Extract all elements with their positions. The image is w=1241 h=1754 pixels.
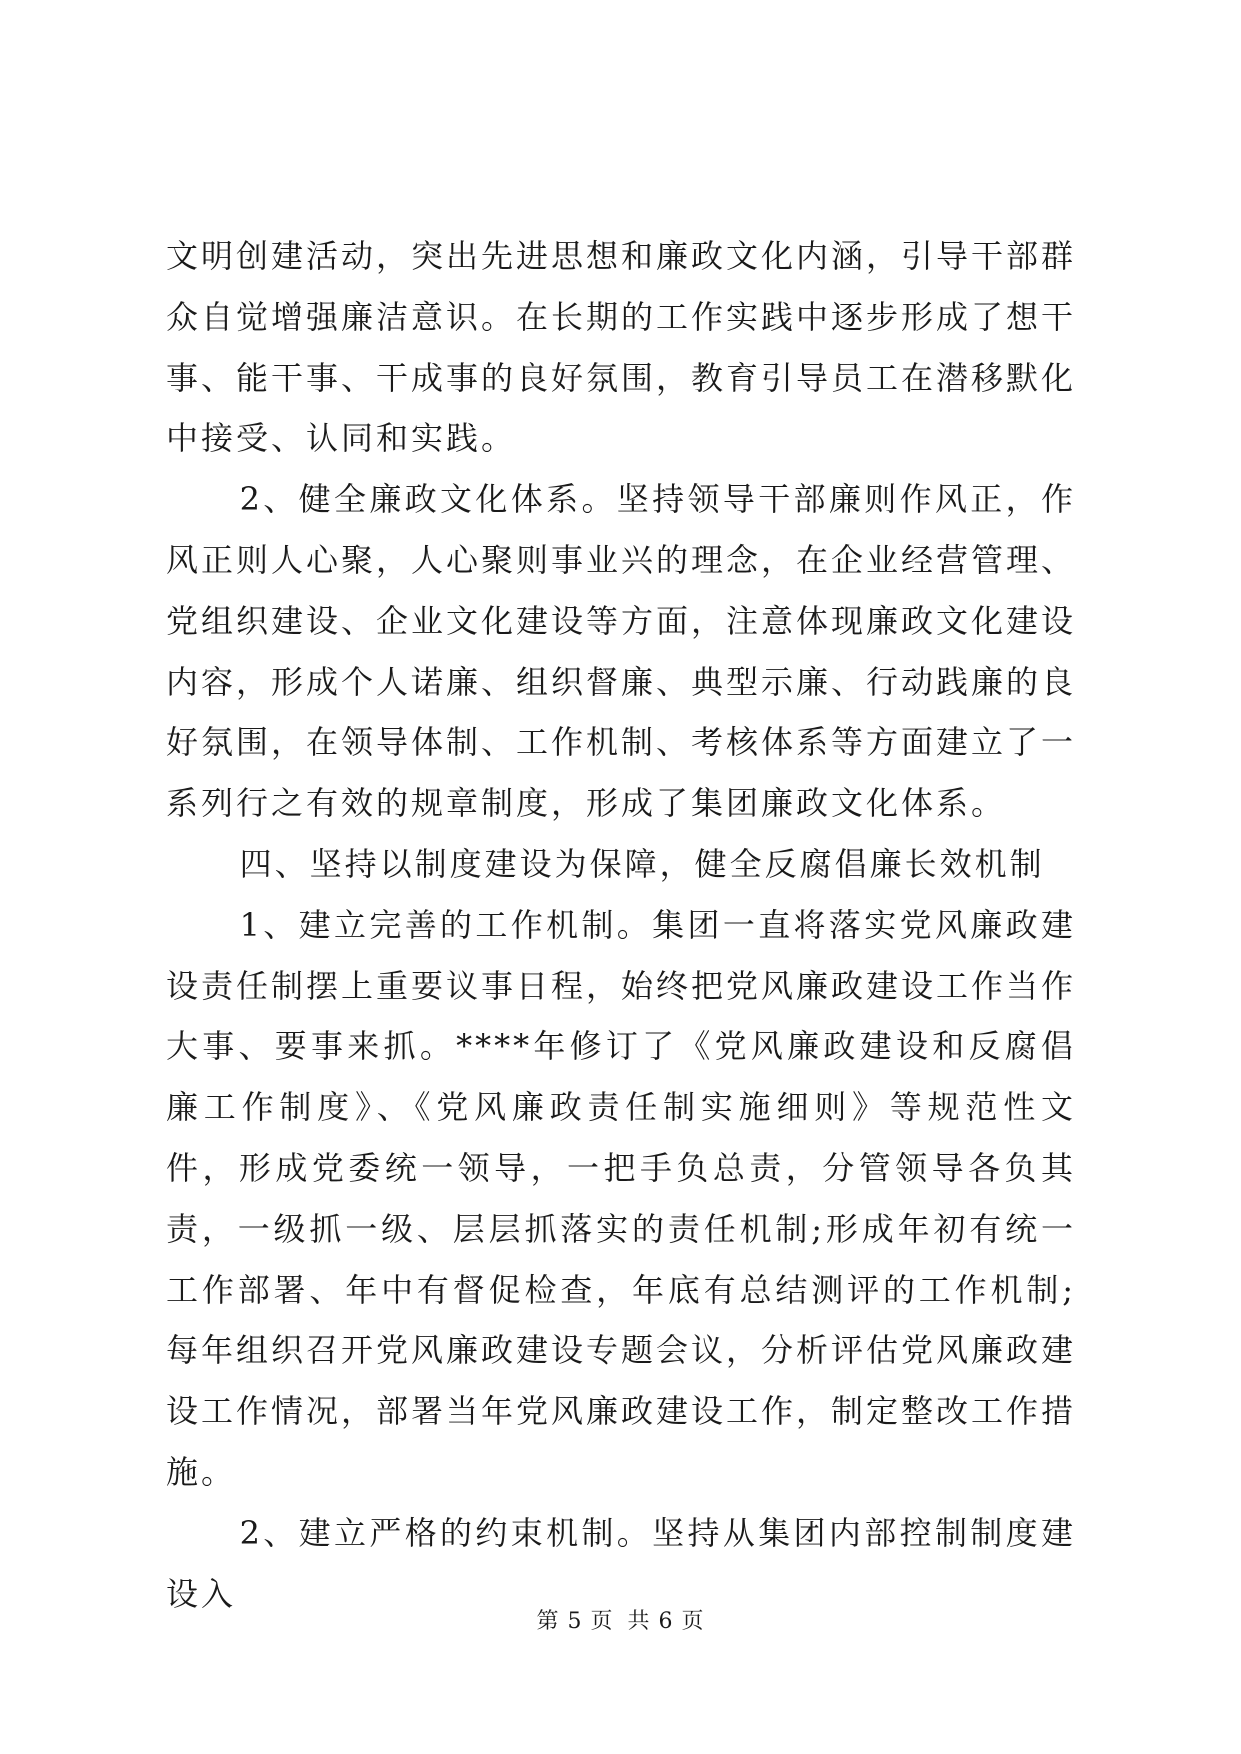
paragraph-4: 2、建立严格的约束机制。坚持从集团内部控制制度建设入 — [166, 1513, 1076, 1613]
page-number: 第 5 页 — [536, 1609, 614, 1634]
section-heading: 四、坚持以制度建设为保障，健全反腐倡廉长效机制 — [239, 844, 1045, 883]
page-total: 共 6 页 — [627, 1609, 705, 1634]
paragraph-3: 1、建立完善的工作机制。集团一直将落实党风廉政建设责任制摆上重要议事日程，始终把党风廉政建设工作当作大事、要事来抓。****年修订了《党风廉政建设和反腐倡廉工作制度》、《党风廉政责任制实施细则》等规范性文件，形成党委统一领导，一把手负总责，分管领导各负其责，一级抓一级、层层抓落实的责任机制;形成年初有统一工作部署、年中有督促检查，年底有总结测评的工作机制;每年组织召开党风廉政建设专题会议，分析评估党风廉政建设工作情况，部署当年党风廉政建设工作，制定整改工作措施。 — [166, 905, 1077, 1491]
paragraph-2: 2、健全廉政文化体系。坚持领导干部廉则作风正，作风正则人心聚，人心聚则事业兴的理念，在企业经营管理、党组织建设、企业文化建设等方面，注意体现廉政文化建设内容，形成个人诺廉、组织督廉、典型示廉、行动践廉的良好氛围，在领导体制、工作机制、考核体系等方面建立了一系列行之有效的规章制度，形成了集团廉政文化体系。 — [166, 480, 1077, 823]
paragraph-1: 文明创建活动，突出先进思想和廉政文化内涵，引导干部群众自觉增强廉洁意识。在长期的工作实践中逐步形成了想干事、能干事、干成事的良好氛围，教育引导员工在潜移默化中接受、认同和实践。 — [166, 237, 1077, 458]
page-footer — [0, 1604, 1241, 1635]
document-body — [166, 226, 1076, 1624]
